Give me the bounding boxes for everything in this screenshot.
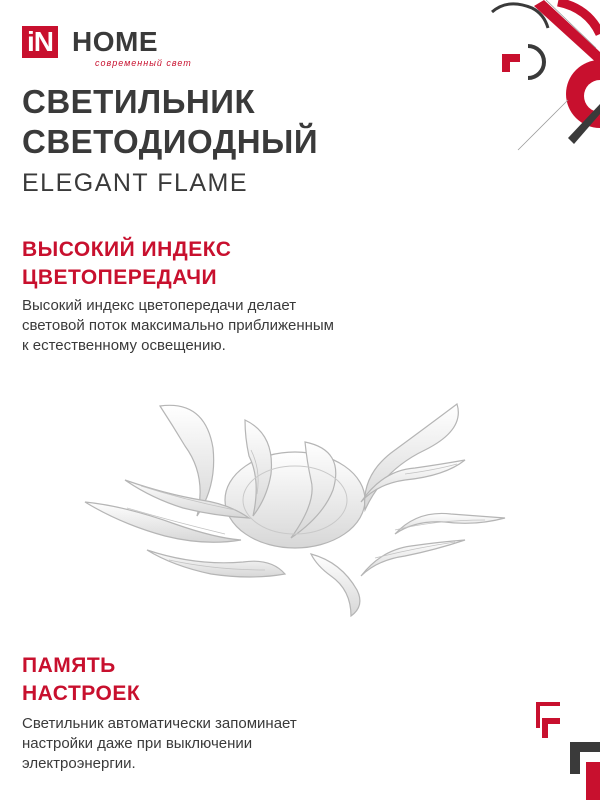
feature-2-description: [22, 714, 342, 774]
flame-chandelier-icon: [65, 390, 540, 620]
feature-2-text-line-3: электроэнергии.: [22, 755, 136, 772]
model-name: ELEGANT FLAME: [22, 169, 249, 197]
feature-2-text-line-2: настройки даже при выключении: [22, 735, 253, 752]
feature-1-text-line-1: Высокий индекс цветопередачи делает: [22, 297, 297, 314]
decorative-shapes-bottom: [520, 700, 600, 800]
feature-2-text-line-1: Светильник автоматически запоминает: [22, 715, 297, 732]
page-title: [22, 82, 318, 162]
feature-2-title-line-2: НАСТРОЕК: [22, 682, 141, 705]
title-line-2: СВЕТОДИОДНЫЙ: [22, 123, 319, 160]
feature-2-title-line-1: ПАМЯТЬ: [22, 654, 116, 677]
feature-1-text-line-3: к естественному освещению.: [22, 337, 226, 354]
logo-tagline: современный свет: [95, 58, 192, 68]
decorative-shapes-top: [488, 0, 600, 175]
feature-2-title: [22, 652, 140, 708]
feature-1-title: [22, 236, 231, 292]
logo-in-mark: iN: [22, 26, 58, 58]
title-line-1: СВЕТИЛЬНИК: [22, 83, 256, 120]
brand-logo: [22, 26, 192, 70]
feature-1-title-line-1: ВЫСОКИЙ ИНДЕКС: [22, 238, 232, 261]
feature-1-text-line-2: световой поток максимально приближенным: [22, 317, 334, 334]
feature-1-description: [22, 296, 402, 356]
logo-home-word: HOME: [72, 26, 158, 57]
feature-1-title-line-2: ЦВЕТОПЕРЕДАЧИ: [22, 266, 218, 289]
